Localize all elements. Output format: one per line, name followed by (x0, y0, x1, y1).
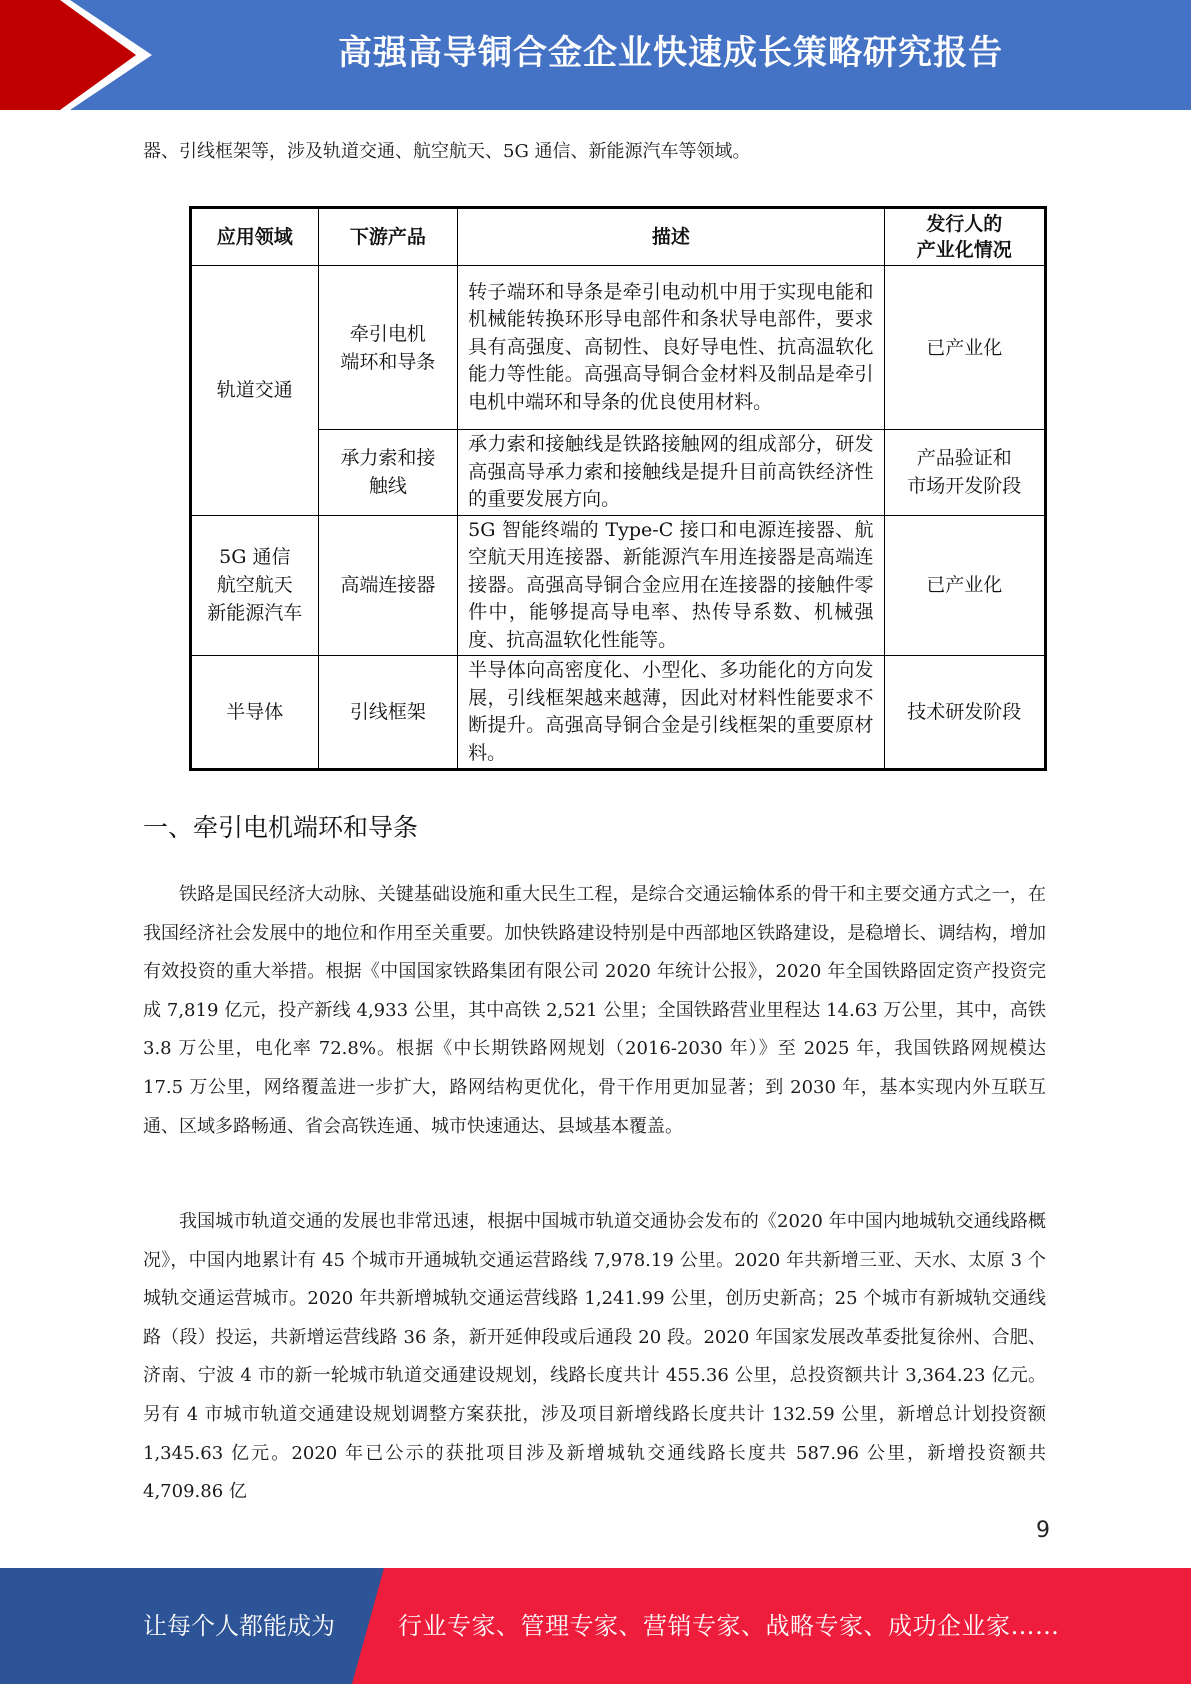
footer-slogan-right: 行业专家、管理专家、营销专家、战略专家、成功企业家…… (398, 1612, 1060, 1640)
field-cell: 5G 通信 航空航天 新能源汽车 (191, 515, 319, 656)
header-description: 描述 (458, 208, 884, 266)
header-chevron-icon (0, 0, 136, 110)
product-cell: 承力索和接 触线 (318, 430, 458, 516)
table-row (191, 515, 1046, 656)
application-table (189, 206, 1047, 771)
header-product: 下游产品 (318, 208, 458, 266)
header-status: 发行人的 产业化情况 (884, 208, 1045, 266)
description-cell: 承力索和接触线是铁路接触网的组成部分，研发高强高导承力索和接触线是提升目前高铁经济性的重要发展方向。 (458, 430, 884, 516)
status-cell: 已产业化 (884, 266, 1045, 430)
status-cell: 技术研发阶段 (884, 656, 1045, 770)
product-cell: 引线框架 (318, 656, 458, 770)
body-paragraph: 铁路是国民经济大动脉、关键基础设施和重大民生工程，是综合交通运输体系的骨干和主要交通方式之一，在我国经济社会发展中的地位和作用至关重要。加快铁路建设特别是中西部地区铁路建设，是稳增长、调结构，增加有效投资的重大举措。根据《中国国家铁路集团有限公司 2020 年统计公报》，2020 年全国铁路固定资产投资完成 7,819 亿元，投产新线 4,933 公里，其中高铁 2,521 公里；全国铁路营业里程达 14.63 万公里，其中，高铁 3.8 万公里，电化率 72.8%。根据《中长期铁路网规划（2016-2030 年）》至 2025 年，我国铁路网规模达 17.5 万公里，网络覆盖进一步扩大，路网结构更优化，骨干作用更加显著；到 2030 年，基本实现内外互联互通、区域多路畅通、省会高铁连通、城市快速通达、县域基本覆盖。 (143, 884, 1046, 1137)
header-field: 应用领域 (191, 208, 319, 266)
description-cell: 半导体向高密度化、小型化、多功能化的方向发展，引线框架越来越薄，因此对材料性能要求不断提升。高强高导铜合金是引线框架的重要原材料。 (458, 656, 884, 770)
table-row (191, 266, 1046, 430)
section-heading: 一、牵引电机端环和导条 (143, 813, 419, 842)
table-row (191, 430, 1046, 516)
intro-text: 器、引线框架等，涉及轨道交通、航空航天、5G 通信、新能源汽车等领域。 (143, 141, 751, 162)
page-footer (0, 1568, 1191, 1684)
status-cell: 产品验证和 市场开发阶段 (884, 430, 1045, 516)
report-title: 高强高导铜合金企业快速成长策略研究报告 (338, 33, 1003, 73)
table-header-row (191, 208, 1046, 266)
status-cell: 已产业化 (884, 515, 1045, 656)
page-number: 9 (1036, 1518, 1050, 1543)
table-row (191, 656, 1046, 770)
product-cell: 牵引电机 端环和导条 (318, 266, 458, 430)
description-cell: 5G 智能终端的 Type-C 接口和电源连接器、航空航天用连接器、新能源汽车用连接器是高端连接器。高强高导铜合金应用在连接器的接触件零件中，能够提高导电率、热传导系数、机械强度、抗高温软化性能等。 (458, 515, 884, 656)
body-paragraph: 我国城市轨道交通的发展也非常迅速，根据中国城市轨道交通协会发布的《2020 年中国内地城轨交通线路概况》，中国内地累计有 45 个城市开通城轨交通运营路线 7,978.19 公里。2020 年共新增三亚、天水、太原 3 个城轨交通运营城市。2020 年共新增城轨交通运营线路 1,241.99 公里，创历史新高；25 个城市有新城轨交通线路（段）投运，共新增运营线路 36 条，新开延伸段或后通段 20 段。2020 年国家发展改革委批复徐州、合肥、济南、宁波 4 市的新一轮城市轨道交通建设规划，线路长度共计 455.36 公里，总投资额共计 3,364.23 亿元。另有 4 市城市轨道交通建设规划调整方案获批，涉及项目新增线路长度共计 132.59 公里，新增总计划投资额 1,345.63 亿元。2020 年已公示的获批项目涉及新增城轨交通线路长度共 587.96 公里，新增投资额共 4,709.86 亿 (143, 1211, 1046, 1503)
page-header (0, 0, 1191, 110)
field-cell: 轨道交通 (191, 266, 319, 516)
field-cell: 半导体 (191, 656, 319, 770)
product-cell: 高端连接器 (318, 515, 458, 656)
description-cell: 转子端环和导条是牵引电动机中用于实现电能和机械能转换环形导电部件和条状导电部件，要求具有高强度、高韧性、良好导电性、抗高温软化能力等性能。高强高导铜合金材料及制品是牵引电机中端环和导条的优良使用材料。 (458, 266, 884, 430)
footer-slogan-left: 让每个人都能成为 (143, 1612, 335, 1640)
